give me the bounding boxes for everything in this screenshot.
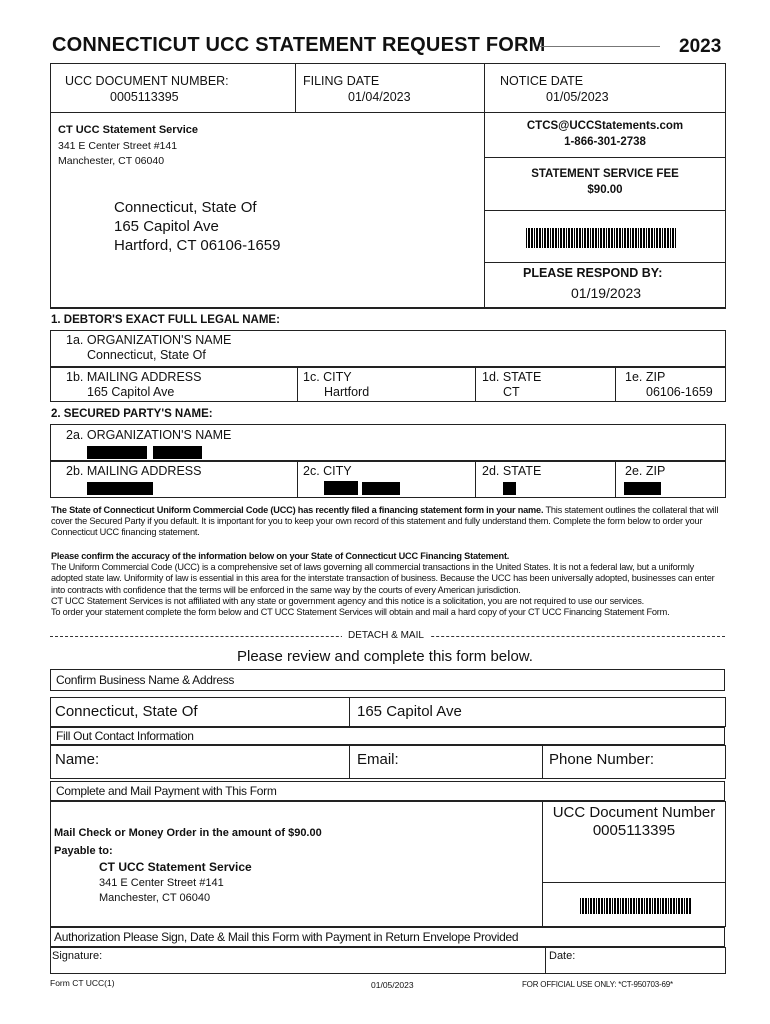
payment-heading-band: [50, 781, 725, 801]
notice-paragraph-2: [51, 551, 726, 618]
payment-instruction: Mail Check or Money Order in the amount of $90.00: [54, 827, 322, 839]
confirm-heading-band: [50, 669, 725, 691]
notice-p1-rest: This statement outlines the collateral that will cover the Secured Party if you default. It is important for you to keep your own record of this statement and fully understand them. Complete the form below to order your Connecticut UCC financing statement.: [51, 505, 719, 538]
debtor-city-label: 1c. CITY: [303, 370, 352, 384]
detach-label: DETACH & MAIL: [342, 630, 430, 641]
contact-heading-band: [50, 727, 725, 745]
secured-addr-label: 2b. MAILING ADDRESS: [66, 464, 202, 478]
sender-city: Manchester, CT 06040: [58, 155, 165, 167]
debtor-addr-value: 165 Capitol Ave: [87, 385, 175, 399]
redaction-block: [624, 482, 661, 495]
secured-city-label: 2c. CITY: [303, 464, 352, 478]
redaction-block: [324, 481, 358, 495]
secured-zip-label: 2e. ZIP: [625, 464, 666, 478]
barcode-image: [580, 898, 691, 914]
auth-heading: Authorization Please Sign, Date & Mail this Form with Payment in Return Envelope Provided: [54, 930, 519, 944]
review-heading: Please review and complete this form below.: [237, 648, 533, 665]
filing-date-value: 01/04/2023: [348, 90, 411, 104]
notice-p1-bold: The State of Connecticut Uniform Commercial Code (UCC) has recently filed a financing statement form in your name.: [51, 505, 544, 515]
contact-heading: Fill Out Contact Information: [56, 729, 194, 743]
payee-name: CT UCC Statement Service: [99, 860, 252, 874]
contact-phone: 1-866-301-2738: [564, 136, 646, 148]
redaction-block: [87, 482, 153, 495]
signature-row: [50, 947, 726, 974]
fee-label: STATEMENT SERVICE FEE: [531, 168, 679, 180]
doc-number-label: UCC DOCUMENT NUMBER:: [65, 74, 229, 88]
debtor-org-label: 1a. ORGANIZATION'S NAME: [66, 333, 232, 347]
confirm-name-field[interactable]: Connecticut, State Of: [55, 703, 198, 720]
secured-org-label: 2a. ORGANIZATION'S NAME: [66, 428, 232, 442]
contact-email: CTCS@UCCStatements.com: [526, 120, 684, 132]
secured-heading: 2. SECURED PARTY'S NAME:: [51, 408, 213, 420]
notice-paragraph-1: [51, 505, 726, 539]
respond-by-date: 01/19/2023: [571, 285, 642, 301]
payment-doc-label: UCC Document Number: [552, 804, 716, 821]
respond-by-label: PLEASE RESPOND BY:: [523, 266, 663, 280]
recipient-line3: Hartford, CT 06106-1659: [114, 237, 281, 254]
debtor-org-value: Connecticut, State Of: [87, 348, 206, 362]
debtor-zip-value: 06106-1659: [646, 385, 713, 399]
doc-number-value: 0005113395: [110, 90, 179, 104]
payment-payable-label: Payable to:: [54, 845, 113, 857]
redaction-block: [362, 482, 400, 495]
debtor-zip-label: 1e. ZIP: [625, 370, 666, 384]
email-field-label[interactable]: Email:: [357, 751, 399, 768]
redaction-block: [503, 482, 516, 495]
debtor-heading: 1. DEBTOR'S EXACT FULL LEGAL NAME:: [51, 314, 280, 326]
notice-date-value: 01/05/2023: [546, 90, 609, 104]
notice-p3: CT UCC Statement Services is not affiliated with any state or government agency and this notice is a solicitation, you are not required to use our services.: [51, 595, 645, 606]
top-info-divider: [50, 112, 726, 113]
confirm-address-field[interactable]: 165 Capitol Ave: [357, 703, 462, 720]
payment-doc-value: 0005113395: [592, 822, 676, 839]
sender-street: 341 E Center Street #141: [58, 140, 178, 152]
phone-field-label[interactable]: Phone Number:: [549, 751, 655, 768]
barcode-image: [526, 228, 676, 248]
fee-amount: $90.00: [587, 184, 623, 196]
footer-date: 01/05/2023: [371, 980, 414, 990]
notice-p2-bold: Please confirm the accuracy of the information below on your State of Connecticut UCC Financing Statement.: [51, 551, 510, 561]
notice-p4: To order your statement complete the form below and CT UCC Statement Services will obtain and mail a hard copy of your CT UCC Financing Statement Form.: [51, 607, 670, 618]
title-divider: [540, 46, 660, 47]
debtor-addr-label: 1b. MAILING ADDRESS: [66, 370, 202, 384]
filing-date-label: FILING DATE: [303, 74, 380, 88]
secured-state-label: 2d. STATE: [482, 464, 542, 478]
payee-street: 341 E Center Street #141: [99, 877, 224, 889]
date-field-label[interactable]: Date:: [549, 950, 576, 962]
notice-p2-rest: The Uniform Commercial Code (UCC) is a comprehensive set of laws governing all commercial transactions in the United States. It is not a federal law, but a uniformly adopted state law. Uniformity of law is essential in this area for the interstate transaction of business. Because the UCC has been universally adopted, businesses can enter into contracts with confidence that the terms will be enforced in the same way by the courts of every American jurisdiction.: [51, 562, 715, 595]
footer-official: FOR OFFICIAL USE ONLY: *CT-950703-69*: [522, 980, 673, 989]
form-year: 2023: [679, 36, 722, 57]
debtor-state-value: CT: [503, 385, 520, 399]
recipient-line2: 165 Capitol Ave: [114, 218, 219, 235]
notice-date-label: NOTICE DATE: [500, 74, 584, 88]
redaction-block: [87, 446, 147, 459]
debtor-state-label: 1d. STATE: [482, 370, 542, 384]
redaction-block: [153, 446, 202, 459]
confirm-heading: Confirm Business Name & Address: [56, 673, 235, 687]
payee-city: Manchester, CT 06040: [99, 892, 211, 904]
sender-name: CT UCC Statement Service: [58, 124, 198, 136]
payment-heading: Complete and Mail Payment with This Form: [56, 784, 277, 798]
auth-heading-band: [50, 927, 725, 947]
recipient-line1: Connecticut, State Of: [114, 199, 257, 216]
footer-form-id: Form CT UCC(1): [50, 978, 115, 988]
signature-field-label[interactable]: Signature:: [52, 950, 103, 962]
name-field-label[interactable]: Name:: [55, 751, 100, 768]
form-title: CONNECTICUT UCC STATEMENT REQUEST FORM: [52, 34, 546, 56]
debtor-city-value: Hartford: [324, 385, 370, 399]
